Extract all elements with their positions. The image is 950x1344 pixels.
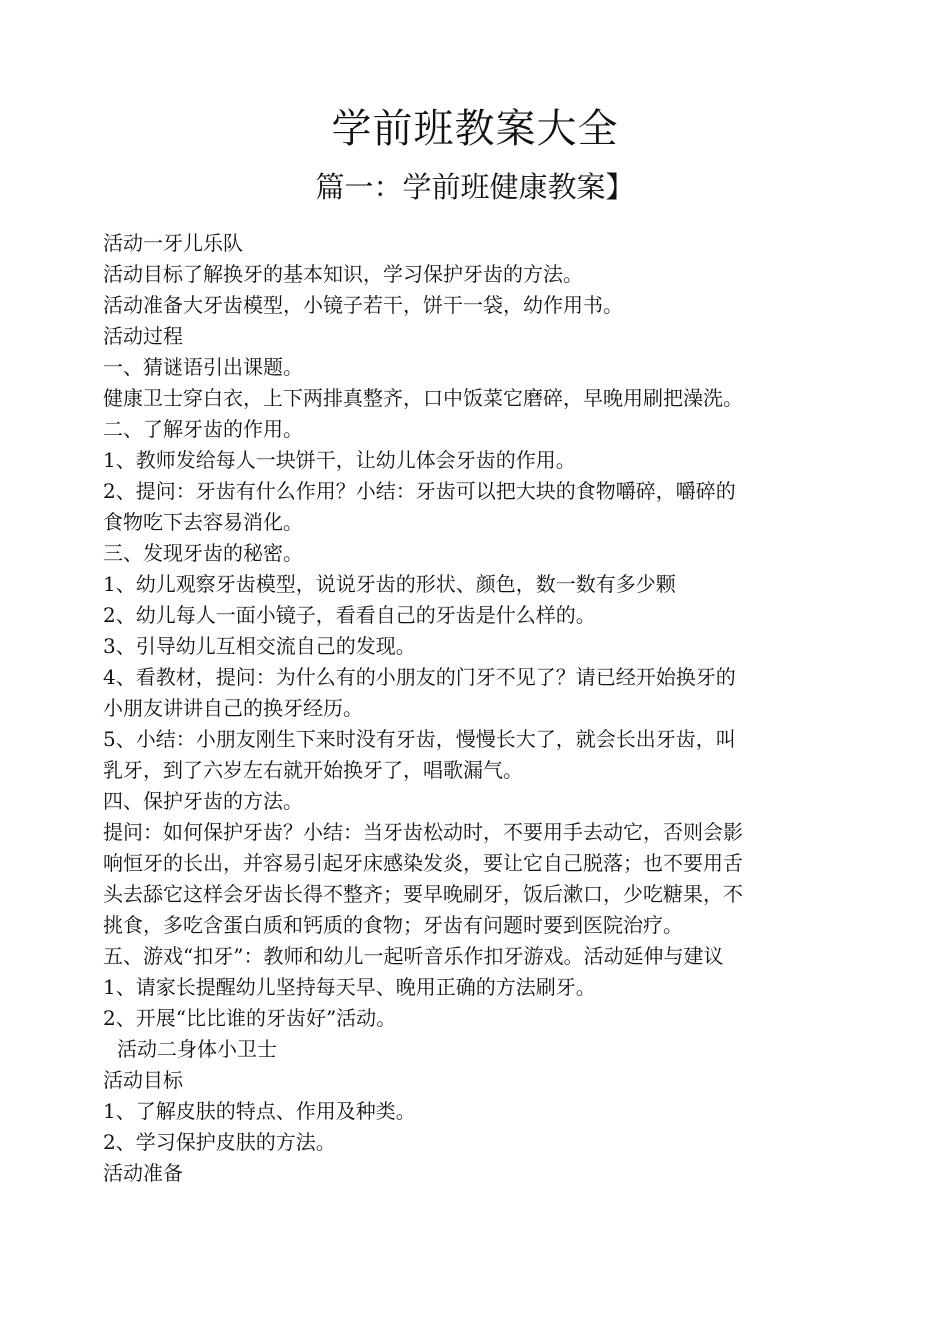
- text-line: 2、学习保护皮肤的方法。: [103, 1130, 336, 1154]
- text-line: 5、小结：小朋友刚生下来时没有牙齿，慢慢长大了，就会长出牙齿，叫: [103, 727, 736, 751]
- text-line: 食物吃下去容易消化。: [103, 510, 303, 534]
- text-line: 提问：如何保护牙齿？小结：当牙齿松动时，不要用手去动它，否则会影: [103, 820, 743, 844]
- text-line: 2、幼儿每人一面小镜子，看看自己的牙齿是什么样的。: [103, 603, 596, 627]
- text-line: 1、教师发给每人一块饼干，让幼儿体会牙齿的作用。: [103, 448, 576, 472]
- text-line: 活动一牙儿乐队: [103, 231, 243, 255]
- text-line: 1、了解皮肤的特点、作用及种类。: [103, 1099, 416, 1123]
- text-line: 活动二身体小卫士: [117, 1037, 277, 1061]
- text-line: 活动准备大牙齿模型，小镜子若干，饼干一袋，幼作用书。: [103, 293, 623, 317]
- text-line: 四、保护牙齿的方法。: [103, 789, 303, 813]
- text-line: 活动目标了解换牙的基本知识，学习保护牙齿的方法。: [103, 262, 583, 286]
- text-line: 一、猜谜语引出课题。: [103, 355, 303, 379]
- text-line: 活动准备: [103, 1161, 183, 1185]
- text-line: 1、请家长提醒幼儿坚持每天早、晚用正确的方法刷牙。: [103, 975, 596, 999]
- text-line: 挑食，多吃含蛋白质和钙质的食物；牙齿有问题时要到医院治疗。: [103, 913, 683, 937]
- page-title: 学前班教案大全: [331, 106, 619, 152]
- text-line: 1、幼儿观察牙齿模型，说说牙齿的形状、颜色，数一数有多少颗: [103, 572, 676, 596]
- section-heading: 篇一：学前班健康教案】: [315, 170, 635, 204]
- text-line: 活动目标: [103, 1068, 183, 1092]
- text-line: 乳牙，到了六岁左右就开始换牙了，唱歌漏气。: [103, 758, 523, 782]
- text-line: 2、提问：牙齿有什么作用？小结：牙齿可以把大块的食物嚼碎，嚼碎的: [103, 479, 736, 503]
- text-line: 2、开展“比比谁的牙齿好”活动。: [103, 1006, 397, 1030]
- text-line: 三、发现牙齿的秘密。: [103, 541, 303, 565]
- text-line: 健康卫士穿白衣，上下两排真整齐，口中饭菜它磨碎，早晚用刷把澡洗。: [103, 386, 743, 410]
- text-line: 3、引导幼儿互相交流自己的发现。: [103, 634, 416, 658]
- text-line: 4、看教材，提问：为什么有的小朋友的门牙不见了？请已经开始换牙的: [103, 665, 736, 689]
- text-line: 二、了解牙齿的作用。: [103, 417, 303, 441]
- text-line: 头去舔它这样会牙齿长得不整齐；要早晚刷牙，饭后漱口，少吃糖果，不: [103, 882, 743, 906]
- document-body: [103, 228, 855, 1189]
- text-line: 小朋友讲讲自己的换牙经历。: [103, 696, 363, 720]
- text-line: 五、游戏“扣牙”：教师和幼儿一起听音乐作扣牙游戏。活动延伸与建议: [103, 944, 724, 968]
- text-line: 活动过程: [103, 324, 183, 348]
- text-line: 响恒牙的长出，并容易引起牙床感染发炎，要让它自己脱落；也不要用舌: [103, 851, 743, 875]
